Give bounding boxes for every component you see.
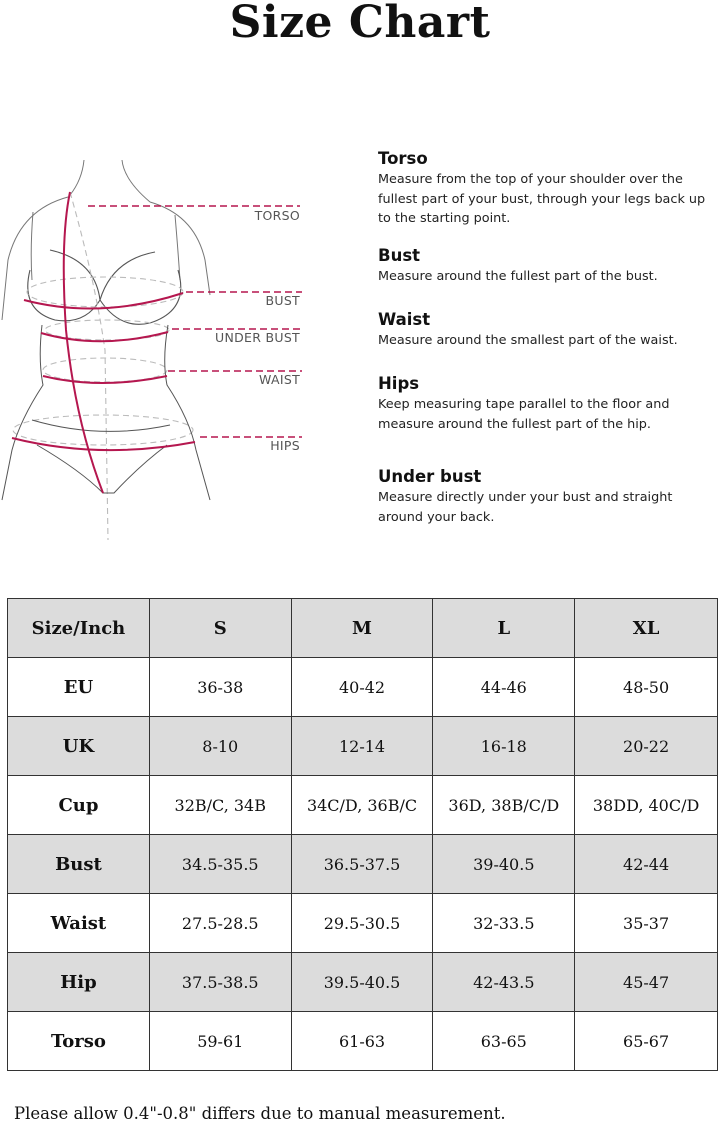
table-cell: 39-40.5 <box>433 835 575 894</box>
row-label: EU <box>8 658 150 717</box>
table-cell: 39.5-40.5 <box>291 953 433 1012</box>
table-cell: 29.5-30.5 <box>291 894 433 953</box>
row-label: Torso <box>8 1012 150 1071</box>
table-cell: 35-37 <box>575 894 718 953</box>
table-cell: 36-38 <box>149 658 291 717</box>
table-cell: 36D, 38B/C/D <box>433 776 575 835</box>
table-cell: 32B/C, 34B <box>149 776 291 835</box>
guide-heading: Torso <box>378 149 428 168</box>
guide-hips <box>378 373 720 434</box>
guide-text: Keep measuring tape parallel to the floor and measure around the fullest part of the hip. <box>378 397 670 432</box>
row-label: Cup <box>8 776 150 835</box>
figure-label-bust: BUST <box>265 293 300 308</box>
guide-text: Measure around the smallest part of the waist. <box>378 333 678 348</box>
guide-torso <box>378 148 720 229</box>
table-row-eu <box>8 658 718 717</box>
table-header-row <box>8 599 718 658</box>
table-cell: 65-67 <box>575 1012 718 1071</box>
table-row-bust <box>8 835 718 894</box>
table-cell: 32-33.5 <box>433 894 575 953</box>
table-cell: 61-63 <box>291 1012 433 1071</box>
table-row-hip <box>8 953 718 1012</box>
table-cell: 42-43.5 <box>433 953 575 1012</box>
figure-label-hips: HIPS <box>270 438 300 453</box>
guide-under-bust <box>378 466 720 527</box>
table-cell: 20-22 <box>575 717 718 776</box>
table-cell: 27.5-28.5 <box>149 894 291 953</box>
header-xl: XL <box>575 599 718 658</box>
table-cell: 44-46 <box>433 658 575 717</box>
row-label: Bust <box>8 835 150 894</box>
table-cell: 59-61 <box>149 1012 291 1071</box>
header-s: S <box>149 599 291 658</box>
row-label: Waist <box>8 894 150 953</box>
table-cell: 34C/D, 36B/C <box>291 776 433 835</box>
table-row-waist <box>8 894 718 953</box>
guide-text: Measure around the fullest part of the bust. <box>378 269 658 284</box>
body-measurement-figure <box>0 120 330 540</box>
table-cell: 63-65 <box>433 1012 575 1071</box>
header-l: L <box>433 599 575 658</box>
guide-heading: Under bust <box>378 467 482 486</box>
table-cell: 48-50 <box>575 658 718 717</box>
guide-text: Measure from the top of your shoulder over the fullest part of your bust, through your legs back up to the starting point. <box>378 172 706 226</box>
row-label: Hip <box>8 953 150 1012</box>
guide-heading: Hips <box>378 374 420 393</box>
guide-heading: Waist <box>378 310 431 329</box>
table-cell: 8-10 <box>149 717 291 776</box>
table-cell: 16-18 <box>433 717 575 776</box>
table-cell: 40-42 <box>291 658 433 717</box>
table-cell: 12-14 <box>291 717 433 776</box>
row-label: UK <box>8 717 150 776</box>
header-m: M <box>291 599 433 658</box>
table-cell: 36.5-37.5 <box>291 835 433 894</box>
figure-label-under-bust: UNDER BUST <box>215 330 300 345</box>
figure-label-torso: TORSO <box>254 208 300 223</box>
table-cell: 38DD, 40C/D <box>575 776 718 835</box>
table-cell: 37.5-38.5 <box>149 953 291 1012</box>
measurement-note: Please allow 0.4"-0.8" differs due to manual measurement. <box>14 1104 506 1123</box>
table-cell: 34.5-35.5 <box>149 835 291 894</box>
guide-heading: Bust <box>378 246 421 265</box>
table-row-torso <box>8 1012 718 1071</box>
guide-text: Measure directly under your bust and straight around your back. <box>378 490 673 525</box>
table-row-cup <box>8 776 718 835</box>
page-title: Size Chart <box>229 0 491 48</box>
table-row-uk <box>8 717 718 776</box>
guide-bust <box>378 245 720 287</box>
table-cell: 42-44 <box>575 835 718 894</box>
figure-label-waist: WAIST <box>259 372 300 387</box>
header-size-inch: Size/Inch <box>8 599 150 658</box>
table-cell: 45-47 <box>575 953 718 1012</box>
size-table <box>7 598 718 1071</box>
guide-waist <box>378 309 720 351</box>
